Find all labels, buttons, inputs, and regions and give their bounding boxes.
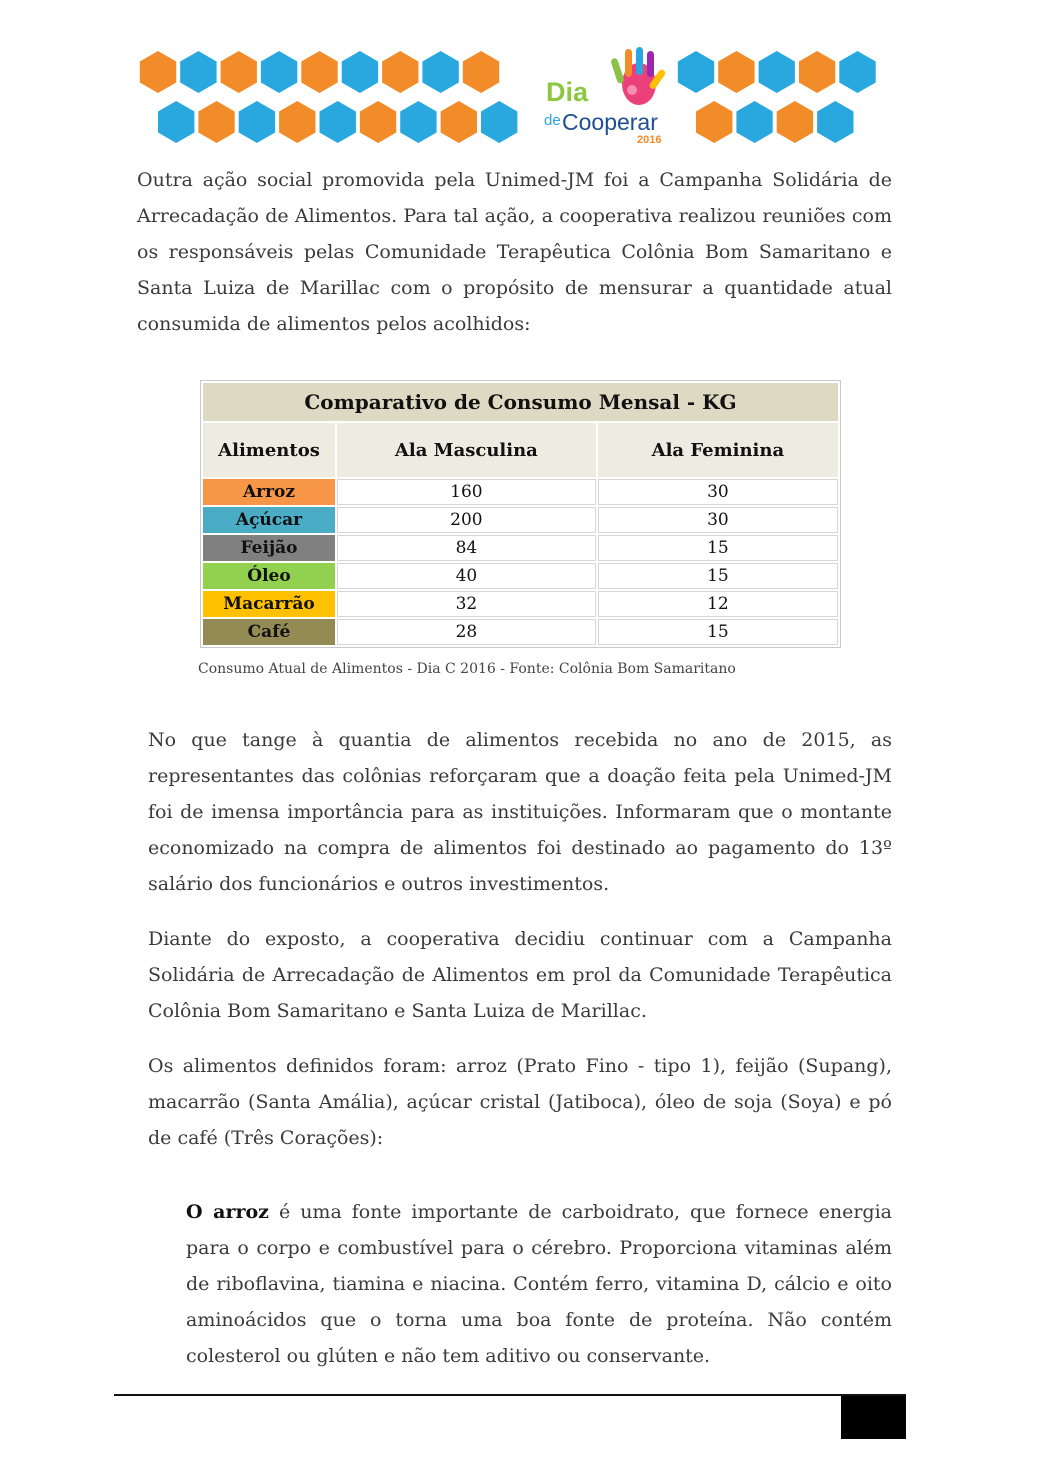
- food-cell: Óleo: [203, 563, 335, 589]
- hexagon-shape: [441, 101, 477, 143]
- header-ala-feminina: Ala Feminina: [598, 423, 838, 477]
- table-row: [203, 535, 838, 561]
- table-row: [203, 619, 838, 645]
- logo-year: 2016: [637, 134, 662, 146]
- hexagon-shape: [261, 51, 297, 93]
- arroz-text: é uma fonte importante de carboidrato, que fornece energia para o corpo e combustível para o cérebro. Proporciona vitaminas além de riboflavina, tiamina e niacina. Contém ferro, vitamina D, cálcio e oito aminoácidos que o torna uma boa fonte de proteína. Não contém colesterol ou glúten e não tem aditivo ou conservante.: [186, 1201, 892, 1367]
- food-cell: Feijão: [203, 535, 335, 561]
- hexagon-shape: [140, 51, 176, 93]
- masc-value: 160: [337, 479, 596, 505]
- hand-icon: [610, 47, 666, 105]
- masc-value: 28: [337, 619, 596, 645]
- header-banner: [136, 44, 894, 148]
- fem-value: 30: [598, 479, 838, 505]
- consumption-table: [200, 380, 841, 648]
- logo-cooperar: Cooperar: [562, 109, 658, 135]
- hexagon-shape: [198, 101, 234, 143]
- hexagon-shape: [400, 101, 436, 143]
- header-alimentos: Alimentos: [203, 423, 335, 477]
- body-paragraph-foods: Os alimentos definidos foram: arroz (Prato Fino - tipo 1), feijão (Supang), macarrão (Santa Amália), açúcar cristal (Jatiboca), óleo de soja (Soya) e pó de café (Três Corações):: [148, 1055, 892, 1149]
- hexagon-shape: [759, 51, 795, 93]
- table-row: [203, 507, 838, 533]
- hexagon-shape: [817, 101, 853, 143]
- masc-value: 200: [337, 507, 596, 533]
- intro-paragraph: Outra ação social promovida pela Unimed-JM foi a Campanha Solidária de Arrecadação de Alimentos. Para tal ação, a cooperativa realizou reuniões com os responsáveis pelas Comunidade Terapêutica Colônia Bom Samaritano e Santa Luiza de Marillac com o propósito de mensurar a quantidade atual consumida de alimentos pelos acolhidos:: [137, 169, 892, 335]
- logo-dia: Dia: [546, 77, 589, 107]
- hexagon-pattern: [140, 51, 876, 143]
- arroz-lead: O arroz: [186, 1201, 269, 1223]
- hexagon-shape: [239, 101, 275, 143]
- body-paragraph-arroz: [186, 1194, 892, 1374]
- masc-value: 40: [337, 563, 596, 589]
- footer-divider: [114, 1394, 906, 1396]
- fem-value: 15: [598, 619, 838, 645]
- food-cell: Açúcar: [203, 507, 335, 533]
- hexagon-shape: [158, 101, 194, 143]
- hexagon-shape: [696, 101, 732, 143]
- hexagon-shape: [342, 51, 378, 93]
- hexagon-shape: [221, 51, 257, 93]
- fem-value: 12: [598, 591, 838, 617]
- fem-value: 15: [598, 535, 838, 561]
- hexagon-shape: [320, 101, 356, 143]
- hexagon-shape: [180, 51, 216, 93]
- dia-de-cooperar-logo: [544, 47, 667, 146]
- fem-value: 15: [598, 563, 838, 589]
- hexagon-shape: [422, 51, 458, 93]
- masc-value: 84: [337, 535, 596, 561]
- hexagon-shape: [839, 51, 875, 93]
- food-cell: Café: [203, 619, 335, 645]
- food-cell: Macarrão: [203, 591, 335, 617]
- table-caption: Consumo Atual de Alimentos - Dia C 2016 - Fonte: Colônia Bom Samaritano: [198, 661, 736, 677]
- body-paragraph-2015: No que tange à quantia de alimentos recebida no ano de 2015, as representantes das colônias reforçaram que a doação feita pela Unimed-JM foi de imensa importância para as instituições. Informaram que o montante economizado na compra de alimentos foi destinado ao pagamento do 13º salário dos funcionários e outros investimentos.: [148, 729, 892, 895]
- body-paragraph-campaign: Diante do exposto, a cooperativa decidiu continuar com a Campanha Solidária de Arrecadação de Alimentos em prol da Comunidade Terapêutica Colônia Bom Samaritano e Santa Luiza de Marillac.: [148, 928, 892, 1022]
- hexagon-shape: [736, 101, 772, 143]
- hexagon-shape: [481, 101, 517, 143]
- table-row: [203, 479, 838, 505]
- food-cell: Arroz: [203, 479, 335, 505]
- table-row: [203, 563, 838, 589]
- hexagon-shape: [301, 51, 337, 93]
- table-title: Comparativo de Consumo Mensal - KG: [203, 383, 838, 421]
- hexagon-shape: [799, 51, 835, 93]
- hexagon-shape: [360, 101, 396, 143]
- hexagon-shape: [279, 101, 315, 143]
- hexagon-shape: [678, 51, 714, 93]
- header-ala-masculina: Ala Masculina: [337, 423, 596, 477]
- hexagon-shape: [777, 101, 813, 143]
- hexagon-shape: [718, 51, 754, 93]
- masc-value: 32: [337, 591, 596, 617]
- hexagon-shape: [382, 51, 418, 93]
- table-row: [203, 591, 838, 617]
- hexagon-shape: [463, 51, 499, 93]
- logo-de: de: [544, 112, 561, 129]
- page-number-box: [841, 1396, 906, 1439]
- fem-value: 30: [598, 507, 838, 533]
